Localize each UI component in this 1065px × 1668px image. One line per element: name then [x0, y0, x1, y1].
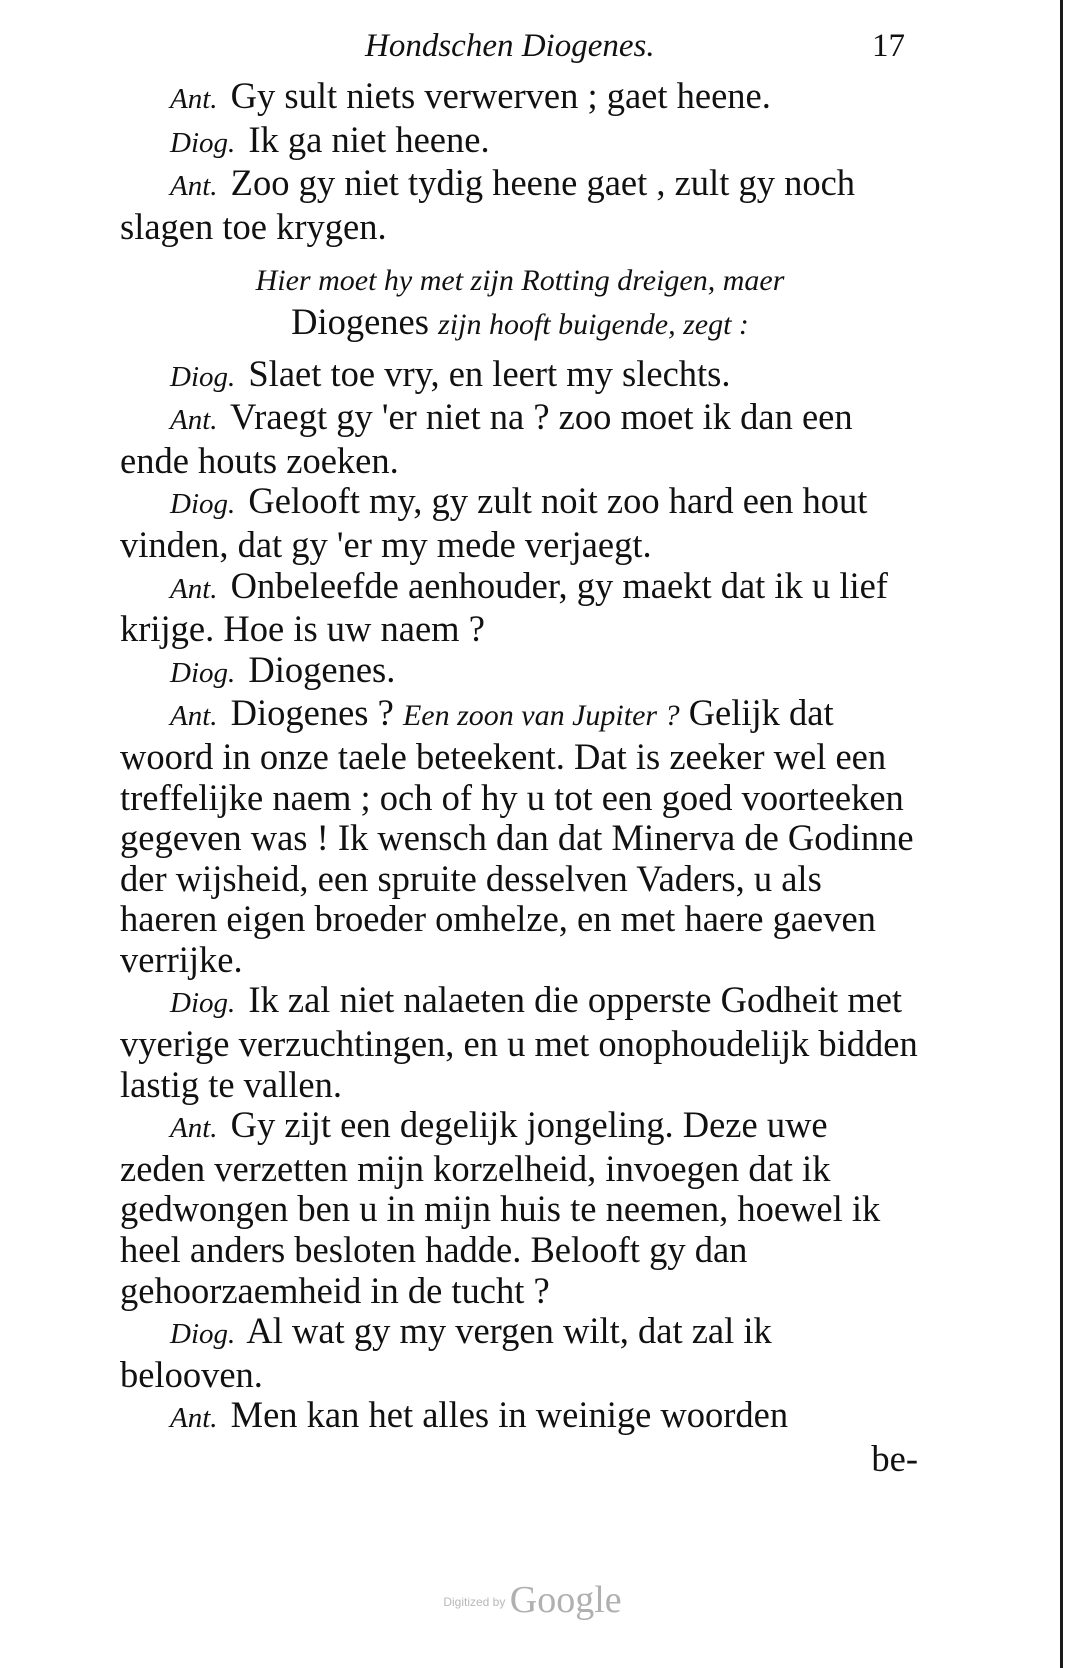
dialogue-text: Ik ga niet heene. [248, 118, 490, 160]
speaker-label: Ant. [170, 404, 218, 437]
italic-phrase: Een zoon van Jupiter ? [402, 699, 680, 733]
stage-direction-name: Diogenes [291, 300, 429, 342]
page-header [0, 28, 1065, 78]
digitization-footer [0, 1578, 1065, 1622]
dialogue-line [120, 566, 920, 650]
dialogue-text: Diogenes. [248, 648, 396, 690]
stage-direction [120, 261, 920, 345]
digitized-by-label: Digitized by [443, 1595, 506, 1609]
dialogue-text: Gelooft my, gy zult noit zoo hard een hout vinden, dat gy 'er my mede verjaegt. [120, 480, 868, 565]
dialogue-line [120, 397, 920, 481]
dialogue-line [120, 120, 920, 164]
speaker-label: Ant. [170, 1112, 218, 1145]
speaker-label: Diog. [170, 1318, 236, 1351]
stage-direction-line [120, 302, 920, 346]
dialogue-line [120, 163, 920, 247]
page-body [120, 76, 920, 1480]
dialogue-text: Men kan het alles in weinige woorden [230, 1394, 789, 1436]
dialogue-line [120, 1395, 920, 1439]
dialogue-text: Onbeleefde aenhouder, gy maekt dat ik u lief krijge. Hoe is uw naem ? [120, 564, 888, 650]
dialogue-line [120, 481, 920, 565]
google-logo: Google [509, 1579, 622, 1621]
dialogue-text: Slaet toe vry, en leert my slechts. [248, 352, 731, 394]
speaker-label: Diog. [170, 126, 236, 159]
stage-direction-text: zijn hooft buigende, zegt : [438, 307, 749, 341]
speaker-label: Ant. [170, 1402, 218, 1435]
speaker-label: Ant. [170, 170, 218, 203]
speaker-label: Ant. [170, 700, 218, 733]
dialogue-text: Gy zijt een degelijk jongeling. Deze uwe zeden verzetten mijn korzelheid, invoegen dat ik gedwongen ben u in mijn huis te neemen, hoewel ik heel anders besloten hadde. Belooft gy dan gehoorzaemheid in de tucht ? [120, 1104, 881, 1311]
dialogue-line [120, 693, 920, 980]
speaker-label: Diog. [170, 488, 236, 521]
dialogue-line [120, 1311, 920, 1395]
catchword: be- [871, 1438, 918, 1479]
dialogue-text: Vraegt gy 'er niet na ? zoo moet ik dan een ende houts zoeken. [120, 396, 853, 481]
dialogue-text: Diogenes ? [230, 692, 394, 734]
speaker-label: Diog. [170, 987, 236, 1020]
speaker-label: Diog. [170, 656, 236, 689]
dialogue-text: Ik zal niet nalaeten die opperste Godheit met vyerige verzuchtingen, en u met onophoudelijk bidden lastig te vallen. [120, 979, 918, 1105]
dialogue-line [120, 650, 920, 694]
dialogue-line [120, 354, 920, 398]
speaker-label: Diog. [170, 360, 236, 393]
dialogue-text: Gelijk dat woord in onze taele beteekent. Dat is zeeker wel een treffelijke naem ; och of hy u tot een goed voorteeken gegeven was ! Ik wensch dan dat Minerva de Godinne der wijsheid, een spruite desselven Vaders, u als haeren eigen broeder omhelze, en met haere gaeven verrijke. [120, 692, 914, 980]
page-edge-line [1060, 0, 1063, 1668]
dialogue-text: Zoo gy niet tydig heene gaet , zult gy noch slagen toe krygen. [120, 162, 856, 247]
speaker-label: Ant. [170, 572, 218, 605]
running-title: Hondschen Diogenes. [365, 28, 655, 64]
stage-direction-line: Hier moet hy met zijn Rotting dreigen, maer [255, 264, 785, 298]
speaker-label: Ant. [170, 83, 218, 115]
dialogue-line [120, 1105, 920, 1311]
dialogue-line [120, 980, 920, 1105]
dialogue-text: Gy sult niets verwerven ; gaet heene. [230, 75, 771, 116]
dialogue-line [120, 76, 920, 120]
page-number: 17 [872, 28, 905, 64]
dialogue-text: Al wat gy my vergen wilt, dat zal ik belooven. [120, 1310, 772, 1395]
